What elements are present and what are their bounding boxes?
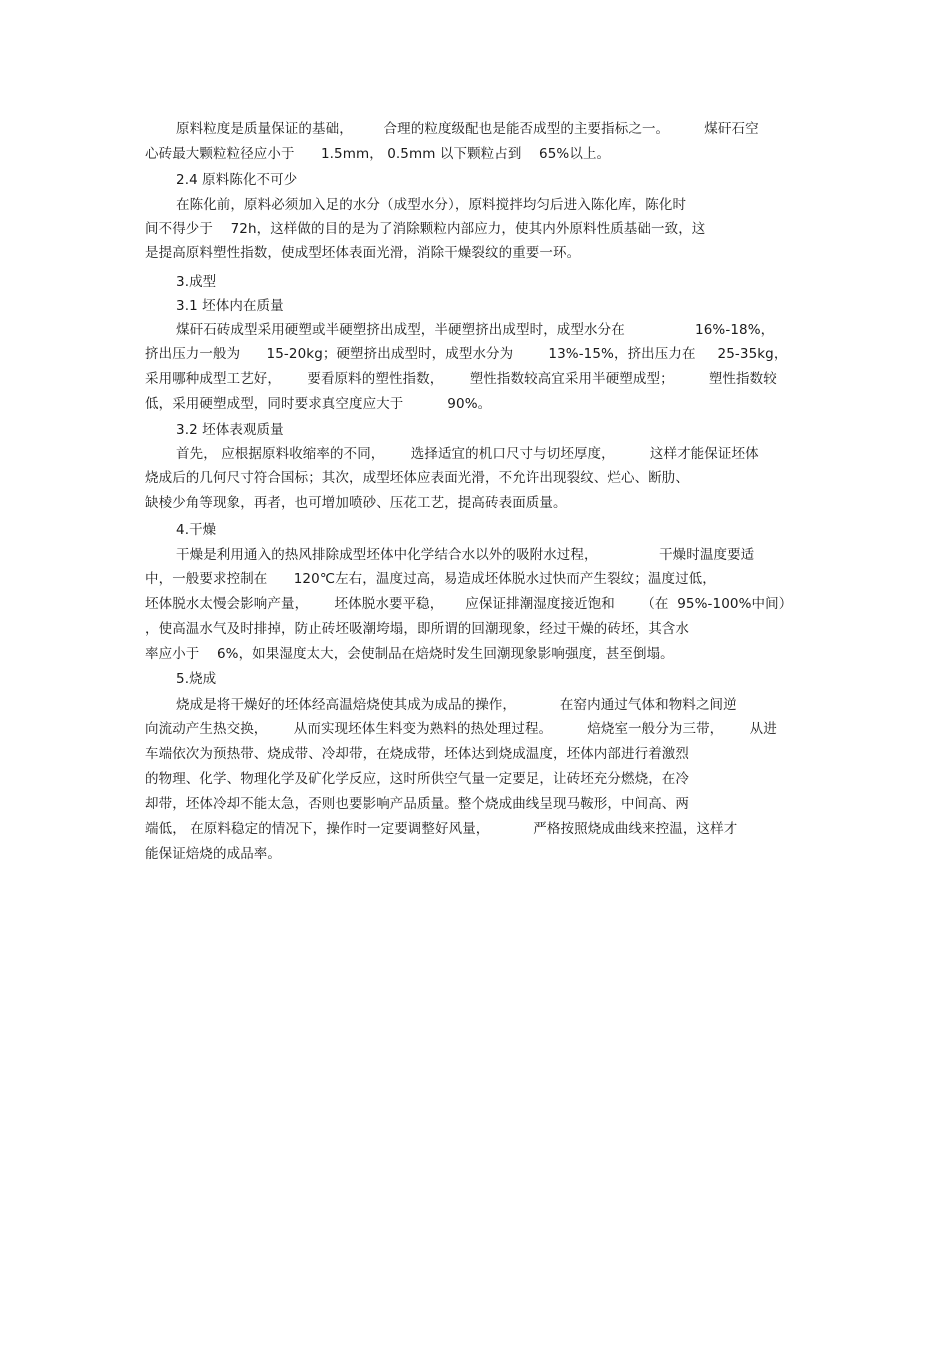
paragraph-line: 干燥是利用通入的热风排除成型坯体中化学结合水以外的吸附水过程， 干燥时温度要适 bbox=[176, 547, 755, 563]
paragraph-line: 首先， 应根据原料收缩率的不同， 选择适宜的机口尺寸与切坯厚度， 这样才能保证坯体 bbox=[176, 446, 759, 462]
section-heading: 4.干燥 bbox=[176, 522, 217, 538]
paragraph-line: 挤出压力一般为 15-20kg；硬塑挤出成型时，成型水分为 13%-15%，挤出压力在 25-35kg， bbox=[145, 346, 788, 362]
paragraph-line: 却带，坯体冷却不能太急，否则也要影响产品质量。整个烧成曲线呈现马鞍形，中间高、两 bbox=[145, 796, 689, 812]
section-heading: 3.1 坯体内在质量 bbox=[176, 298, 284, 314]
section-heading: 5.烧成 bbox=[176, 671, 217, 687]
paragraph-line: 低，采用硬塑成型，同时要求真空度应大于 90%。 bbox=[145, 396, 492, 412]
paragraph-line: 率应小于 6%，如果湿度太大，会使制品在焙烧时发生回潮现象影响强度，甚至倒塌。 bbox=[145, 646, 674, 662]
section-heading: 2.4 原料陈化不可少 bbox=[176, 172, 298, 188]
paragraph-line: ，使高温水气及时排掉，防止砖坯吸潮垮塌，即所谓的回潮现象，经过干燥的砖坯，其含水 bbox=[145, 621, 689, 637]
paragraph-line: 中，一般要求控制在 120℃左右，温度过高，易造成坯体脱水过快而产生裂纹；温度过低， bbox=[145, 571, 716, 587]
section-heading: 3.2 坯体表观质量 bbox=[176, 422, 284, 438]
paragraph-line: 向流动产生热交换， 从而实现坯体生料变为熟料的热处理过程。 焙烧室一般分为三带， 从进 bbox=[145, 721, 777, 737]
paragraph-line: 煤矸石砖成型采用硬塑或半硬塑挤出成型，半硬塑挤出成型时，成型水分在 16%-18%， bbox=[176, 322, 775, 338]
paragraph-line: 原料粒度是质量保证的基础， 合理的粒度级配也是能否成型的主要指标之一。 煤矸石空 bbox=[176, 121, 759, 137]
paragraph-line: 坯体脱水太慢会影响产量， 坯体脱水要平稳， 应保证排潮湿度接近饱和 （在 95%-100%中间） bbox=[145, 596, 793, 612]
paragraph-line: 在陈化前，原料必须加入足的水分（成型水分），原料搅拌均匀后进入陈化库，陈化时 bbox=[176, 197, 687, 213]
paragraph-line: 烧成后的几何尺寸符合国标；其次，成型坯体应表面光滑，不允许出现裂纹、烂心、断肋、 bbox=[145, 470, 689, 486]
paragraph-line: 车端依次为预热带、烧成带、冷却带，在烧成带，坯体达到烧成温度，坯体内部进行着激烈 bbox=[145, 746, 689, 762]
paragraph-line: 烧成是将干燥好的坯体经高温焙烧使其成为成品的操作， 在窑内通过气体和物料之间逆 bbox=[176, 697, 737, 713]
paragraph-line: 是提高原料塑性指数，使成型坯体表面光滑，消除干燥裂纹的重要一环。 bbox=[145, 245, 581, 261]
paragraph-line: 端低， 在原料稳定的情况下，操作时一定要调整好风量， 严格按照烧成曲线来控温，这样才 bbox=[145, 821, 738, 837]
paragraph-line: 间不得少于 72h，这样做的目的是为了消除颗粒内部应力，使其内外原料性质基础一致，这 bbox=[145, 221, 706, 237]
paragraph-line: 能保证焙烧的成品率。 bbox=[145, 846, 281, 862]
paragraph-line: 心砖最大颗粒粒径应小于 1.5mm， 0.5mm 以下颗粒占到 65%以上。 bbox=[145, 146, 611, 162]
section-heading: 3.成型 bbox=[176, 274, 217, 290]
paragraph-line: 采用哪种成型工艺好， 要看原料的塑性指数， 塑性指数较高宜采用半硬塑成型； 塑性指数较 bbox=[145, 371, 777, 387]
paragraph-line: 缺棱少角等现象，再者，也可增加喷砂、压花工艺，提高砖表面质量。 bbox=[145, 495, 567, 511]
paragraph-line: 的物理、化学、物理化学及矿化学反应，这时所供空气量一定要足，让砖坯充分燃烧，在冷 bbox=[145, 771, 689, 787]
